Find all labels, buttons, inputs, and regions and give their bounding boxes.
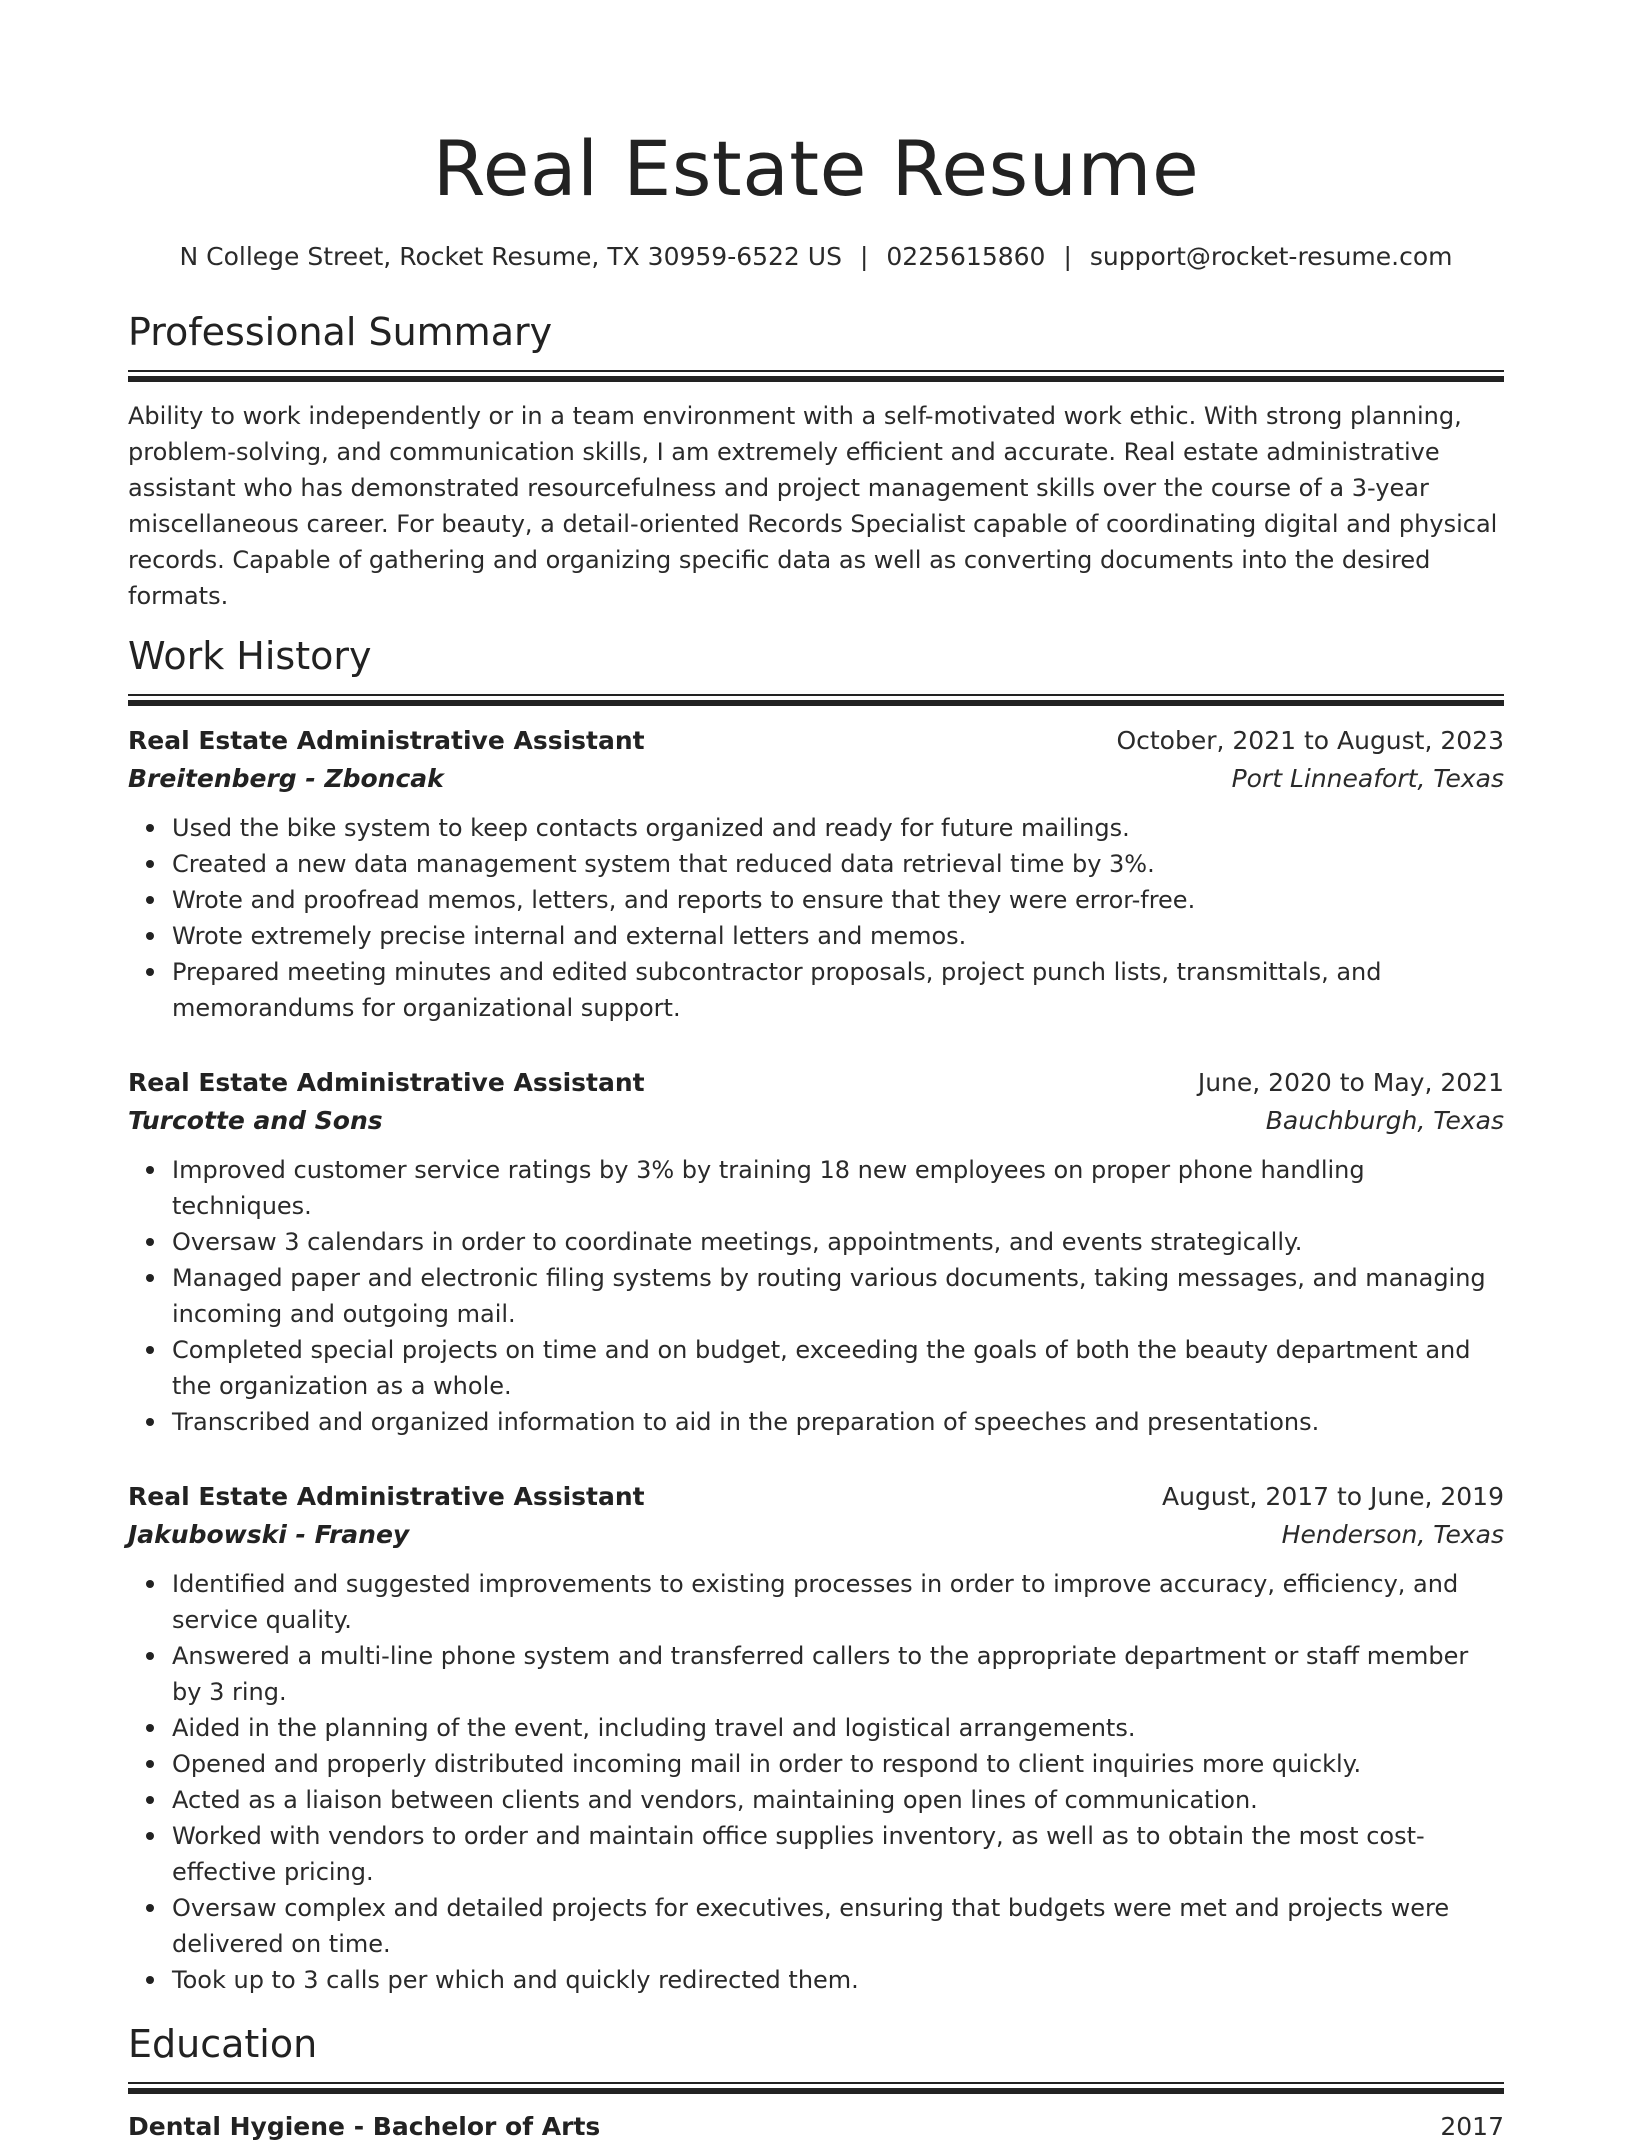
job-bullet: Opened and properly distributed incoming mail in order to respond to client inquiries more quickly. [172, 1746, 1504, 1782]
job-bullet-list [128, 810, 1504, 1026]
job-location: Port Linneafort, Texas [1231, 764, 1504, 793]
job-entry [128, 1064, 1504, 1440]
job-bullet: Created a new data management system that reduced data retrieval time by 3%. [172, 846, 1504, 882]
job-dates: August, 2017 to June, 2019 [1162, 1482, 1504, 1511]
job-company: Jakubowski - Franey [128, 1520, 410, 1549]
education-year: 2017 [1440, 2112, 1504, 2141]
job-dates: June, 2020 to May, 2021 [1197, 1068, 1504, 1097]
education-degree: Dental Hygiene - Bachelor of Arts [128, 2112, 601, 2141]
education-entry [128, 2108, 1504, 2146]
job-header-row [128, 1064, 1504, 1102]
job-bullet: Wrote extremely precise internal and external letters and memos. [172, 918, 1504, 954]
job-bullet: Completed special projects on time and on budget, exceeding the goals of both the beauty department and the organization as a whole. [172, 1332, 1504, 1404]
job-header-row [128, 722, 1504, 760]
section-heading-summary: Professional Summary [128, 310, 553, 354]
job-bullet: Aided in the planning of the event, including travel and logistical arrangements. [172, 1710, 1504, 1746]
professional-summary-section [128, 308, 1504, 614]
job-bullet: Oversaw 3 calendars in order to coordinate meetings, appointments, and events strategically. [172, 1224, 1504, 1260]
summary-text: Ability to work independently or in a team environment with a self-motivated work ethic. With strong planning, problem-solving, and communication skills, I am extremely efficient and accurate. Real estate administrative assistant who has demonstrated resourcefulness and project management skills over the course of a 3-year miscellaneous career. For beauty, a detail-oriented Records Specialist capable of coordinating digital and physical records. Capable of gathering and organizing specific data as well as converting documents into the desired formats. [128, 402, 1498, 610]
education-section [128, 2020, 1504, 2146]
job-bullet-list [128, 1152, 1504, 1440]
job-title: Real Estate Administrative Assistant [128, 1068, 645, 1097]
job-bullet: Prepared meeting minutes and edited subcontractor proposals, project punch lists, transmittals, and memorandums for organizational support. [172, 954, 1504, 1026]
job-bullet: Identified and suggested improvements to existing processes in order to improve accuracy, efficiency, and service quality. [172, 1566, 1504, 1638]
job-dates: October, 2021 to August, 2023 [1116, 726, 1504, 755]
job-title: Real Estate Administrative Assistant [128, 726, 645, 755]
job-bullet: Took up to 3 calls per which and quickly redirected them. [172, 1962, 1504, 1998]
contact-line [128, 240, 1504, 274]
job-subheader-row [128, 1516, 1504, 1554]
contact-separator: | [859, 242, 869, 271]
job-location: Bauchburgh, Texas [1265, 1106, 1504, 1135]
job-bullet: Managed paper and electronic filing systems by routing various documents, taking messages, and managing incoming and outgoing mail. [172, 1260, 1504, 1332]
contact-phone: 0225615860 [886, 242, 1046, 271]
resume-title: Real Estate Resume [432, 124, 1200, 213]
job-bullet: Wrote and proofread memos, letters, and reports to ensure that they were error-free. [172, 882, 1504, 918]
job-bullet: Acted as a liaison between clients and vendors, maintaining open lines of communication. [172, 1782, 1504, 1818]
job-subheader-row [128, 760, 1504, 798]
job-entry [128, 1478, 1504, 1998]
job-bullet: Used the bike system to keep contacts organized and ready for future mailings. [172, 810, 1504, 846]
job-subheader-row [128, 1102, 1504, 1140]
job-bullet-list [128, 1566, 1504, 1998]
job-entry [128, 722, 1504, 1026]
section-divider [128, 694, 1504, 706]
job-header-row [128, 1478, 1504, 1516]
job-location: Henderson, Texas [1281, 1520, 1504, 1549]
work-history-section [128, 632, 1504, 1998]
job-company: Breitenberg - Zboncak [128, 764, 444, 793]
section-divider [128, 370, 1504, 382]
contact-address: N College Street, Rocket Resume, TX 30959-6522 US [179, 242, 842, 271]
contact-separator: | [1063, 242, 1072, 271]
section-heading-education: Education [128, 2022, 318, 2066]
job-bullet: Oversaw complex and detailed projects for executives, ensuring that budgets were met and projects were delivered on time. [172, 1890, 1504, 1962]
section-divider [128, 2082, 1504, 2094]
job-title: Real Estate Administrative Assistant [128, 1482, 645, 1511]
job-bullet: Worked with vendors to order and maintain office supplies inventory, as well as to obtain the most cost-effective pricing. [172, 1818, 1504, 1890]
job-company: Turcotte and Sons [128, 1106, 383, 1135]
section-heading-work-history: Work History [128, 634, 372, 678]
job-bullet: Transcribed and organized information to aid in the preparation of speeches and presentations. [172, 1404, 1504, 1440]
job-bullet: Answered a multi-line phone system and transferred callers to the appropriate department or staff member by 3 ring. [172, 1638, 1504, 1710]
job-bullet: Improved customer service ratings by 3% by training 18 new employees on proper phone handling techniques. [172, 1152, 1504, 1224]
contact-email: support@rocket-resume.com [1089, 242, 1453, 271]
